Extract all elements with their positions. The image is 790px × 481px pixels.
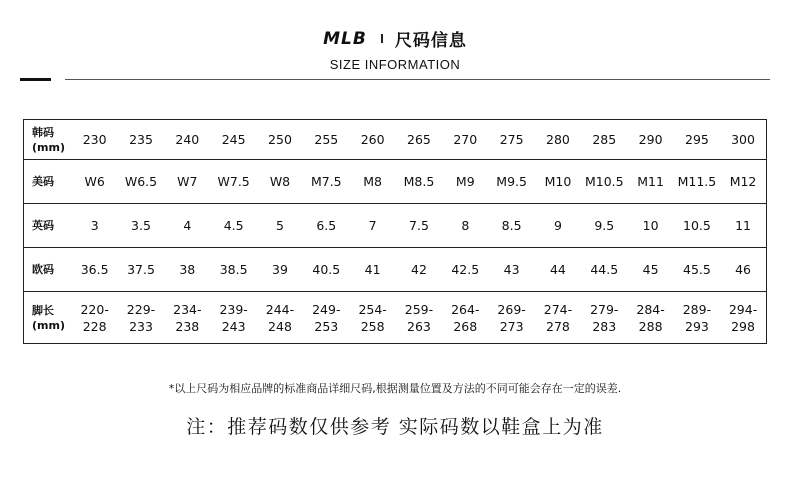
size-cell: 45: [627, 248, 673, 292]
size-cell: 3: [72, 204, 118, 248]
size-cell: 285: [581, 120, 627, 160]
size-range-start: 249-: [312, 301, 341, 317]
size-cell: 43: [488, 248, 534, 292]
page-title: 尺码信息: [394, 31, 467, 51]
size-cell: 44.5: [581, 248, 627, 292]
size-range-start: 220-: [80, 301, 109, 317]
divider-line: [65, 79, 770, 80]
size-range-start: 279-: [590, 301, 619, 317]
size-range-start: 229-: [126, 301, 156, 317]
disclaimer-note: *以上尺码为相应品牌的标准商品详细尺码,根据测量位置及方法的不同可能会存在一定的误差.: [168, 382, 622, 395]
size-range-end: 228: [82, 318, 107, 334]
size-range-end: 293: [685, 318, 709, 334]
row-label: [24, 204, 72, 248]
size-cell: 270: [442, 120, 488, 160]
size-cell: 9.5: [581, 204, 627, 248]
size-cell: [396, 292, 442, 344]
size-range-end: 253: [314, 318, 339, 334]
row-label: [24, 292, 72, 344]
size-cell: 7.5: [396, 204, 442, 248]
size-cell: 42.5: [442, 248, 488, 292]
size-cell: 7: [349, 204, 395, 248]
size-range-start: 269-: [497, 301, 526, 317]
size-row: [24, 160, 767, 204]
size-range-start: 284-: [636, 301, 665, 317]
size-cell: 38: [164, 248, 210, 292]
size-cell: 40.5: [303, 248, 349, 292]
separator-dot: [381, 34, 383, 43]
size-cell: [210, 292, 256, 344]
size-cell: 255: [303, 120, 349, 160]
row-label-main: 英码: [32, 219, 54, 232]
size-cell: 45.5: [674, 248, 720, 292]
size-cell: M10: [535, 160, 581, 204]
size-range-start: 254-: [358, 301, 387, 317]
size-cell: 290: [627, 120, 673, 160]
size-range-end: 298: [731, 318, 755, 334]
size-cell: 280: [535, 120, 581, 160]
size-cell: 235: [118, 120, 164, 160]
size-cell: 44: [535, 248, 581, 292]
page-subtitle: SIZE INFORMATION: [329, 57, 461, 72]
size-cell: 6.5: [303, 204, 349, 248]
size-cell: 260: [349, 120, 395, 160]
size-cell: 8: [442, 204, 488, 248]
size-cell: 37.5: [118, 248, 164, 292]
size-cell: 245: [210, 120, 256, 160]
size-cell: W8: [257, 160, 303, 204]
size-cell: 275: [488, 120, 534, 160]
size-range-start: 259-: [404, 301, 434, 317]
size-cell: 8.5: [488, 204, 534, 248]
size-row: [24, 248, 767, 292]
brand-logo: MLB: [323, 28, 367, 49]
row-label-unit: (mm): [32, 140, 65, 154]
size-cell: 46: [720, 248, 766, 292]
size-cell: [118, 292, 164, 344]
size-range-end: 263: [407, 318, 431, 334]
size-cell: [720, 292, 766, 344]
size-cell: 10.5: [674, 204, 720, 248]
size-range-end: 243: [221, 318, 246, 334]
size-cell: [674, 292, 720, 344]
size-cell: 42: [396, 248, 442, 292]
row-label-main: 韩码: [32, 125, 54, 139]
size-cell: M12: [720, 160, 766, 204]
size-cell: 5: [257, 204, 303, 248]
size-cell: M11: [627, 160, 673, 204]
size-cell: 300: [720, 120, 766, 160]
size-cell: M8.5: [396, 160, 442, 204]
size-cell: M9.5: [488, 160, 534, 204]
size-range-end: 268: [453, 318, 478, 334]
size-range-end: 258: [360, 318, 385, 334]
size-cell: [72, 292, 118, 344]
row-label-main: 欧码: [32, 263, 54, 276]
size-range-end: 238: [175, 318, 200, 334]
size-cell: 250: [257, 120, 303, 160]
size-cell: 41: [349, 248, 395, 292]
size-cell: W7.5: [210, 160, 256, 204]
row-label: [24, 160, 72, 204]
size-cell: W7: [164, 160, 210, 204]
size-cell: 3.5: [118, 204, 164, 248]
size-cell: [581, 292, 627, 344]
size-cell: [164, 292, 210, 344]
size-range-end: 283: [592, 318, 617, 334]
size-cell: [535, 292, 581, 344]
size-range-start: 264-: [451, 301, 480, 317]
size-cell: 39: [257, 248, 303, 292]
size-range-start: 234-: [173, 301, 202, 317]
size-range-start: 244-: [265, 301, 295, 317]
row-label-main: 美码: [32, 175, 54, 188]
size-cell: 36.5: [72, 248, 118, 292]
size-range-start: 239-: [219, 301, 248, 317]
divider-accent: [20, 78, 51, 81]
recommendation-note: 注：推荐码数仅供参考 实际码数以鞋盒上为准: [186, 416, 604, 438]
size-cell: [349, 292, 395, 344]
size-cell: M7.5: [303, 160, 349, 204]
size-cell: W6: [72, 160, 118, 204]
size-cell: 38.5: [210, 248, 256, 292]
size-range-end: 273: [499, 318, 524, 334]
size-cell: M11.5: [674, 160, 720, 204]
size-cell: 11: [720, 204, 766, 248]
row-label-unit: (mm): [32, 318, 65, 332]
size-cell: [627, 292, 673, 344]
row-label: [24, 248, 72, 292]
size-cell: M8: [349, 160, 395, 204]
size-range-start: 289-: [682, 301, 712, 317]
row-label: [24, 120, 72, 160]
size-cell: 230: [72, 120, 118, 160]
size-cell: 240: [164, 120, 210, 160]
size-cell: W6.5: [118, 160, 164, 204]
size-range-start: 294-: [728, 301, 758, 317]
size-cell: 4: [164, 204, 210, 248]
size-range-end: 288: [638, 318, 663, 334]
size-table: [23, 119, 767, 344]
size-cell: [257, 292, 303, 344]
size-range-end: 278: [546, 318, 570, 334]
size-cell: [442, 292, 488, 344]
size-row: [24, 292, 767, 344]
size-cell: 265: [396, 120, 442, 160]
size-cell: 4.5: [210, 204, 256, 248]
size-row: [24, 204, 767, 248]
size-cell: 295: [674, 120, 720, 160]
size-row: [24, 120, 767, 160]
size-range-end: 233: [129, 318, 153, 334]
size-cell: 10: [627, 204, 673, 248]
size-cell: [488, 292, 534, 344]
size-range-end: 248: [268, 318, 292, 334]
size-cell: M10.5: [581, 160, 627, 204]
size-cell: 9: [535, 204, 581, 248]
size-cell: [303, 292, 349, 344]
size-range-start: 274-: [543, 301, 573, 317]
header: [0, 26, 790, 51]
row-label-main: 脚长: [32, 303, 54, 317]
size-cell: M9: [442, 160, 488, 204]
